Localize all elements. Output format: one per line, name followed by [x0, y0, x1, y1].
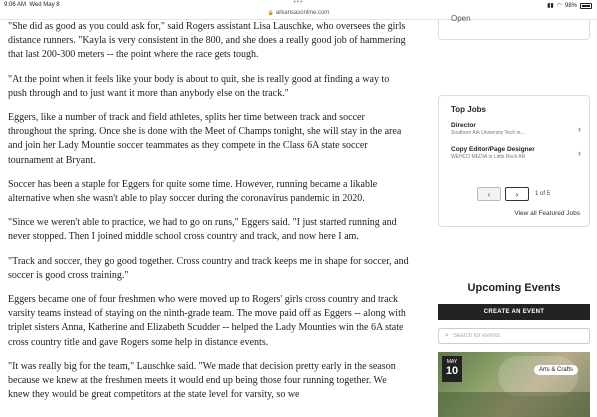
event-category-tag[interactable]: Arts & Crafts [534, 365, 578, 375]
top-jobs-widget [438, 95, 590, 227]
search-icon: ⌕ [445, 332, 449, 339]
view-all-jobs-link[interactable]: View all Featured Jobs [514, 210, 580, 217]
article-paragraph: Eggers became one of four freshmen who were moved up to Rogers' girls cross country and track varsity teams instead of staying on the ninth-grade team. The move paid off as Eggers -- along with triplet sisters Anna, Katherine and Elizabeth Scudder -- helped the Lady Mounties win the 6A state cross country title and gave Rogers some help in distance events. [8, 294, 406, 348]
jobs-pager [477, 187, 550, 201]
status-indicators [547, 2, 592, 9]
battery-icon [580, 3, 592, 9]
job-title: Director [451, 122, 476, 129]
battery-percent: 98% [564, 2, 577, 9]
event-search[interactable] [438, 328, 590, 344]
chevron-left-icon: ‹ [487, 189, 491, 199]
status-time: 9:06 AM Wed May 8 [4, 2, 60, 8]
wifi-icon: ◠ [556, 3, 562, 9]
previous-page-button[interactable] [477, 187, 501, 201]
article-paragraph: "Track and soccer, they go good together. Cross country and track keeps me in shape for soccer, and soccer is good cross training." [8, 255, 409, 281]
article-paragraph: "Since we weren't able to practice, we had to go on runs," Eggers said. "I just started running and never stopped. Then I joined middle school cross country and track, and now here I am. [8, 217, 397, 243]
address-bar[interactable] [0, 10, 597, 20]
create-event-button[interactable]: CREATE AN EVENT [438, 304, 590, 320]
article-body [8, 20, 410, 412]
event-image-shade [438, 392, 590, 417]
status-bar [0, 0, 597, 10]
article-paragraph: "At the point when it feels like your body is about to quit, she is really good at finding a way to push through and to just want it more than anybody else on the track." [8, 73, 390, 99]
open-link[interactable]: Open [451, 14, 471, 23]
featured-event-card[interactable] [438, 352, 590, 417]
top-jobs-title: Top Jobs [451, 105, 486, 114]
chevron-right-icon: › [578, 124, 581, 134]
event-image-highlight [498, 356, 578, 396]
page-indicator: 1 of 5 [535, 191, 551, 197]
article-paragraph: "It was really big for the team," Lauschke said. "We made that decision pretty early in the season because we knew at the freshmen meets it would end up being those four running together. We knew they would be great competitors at the state level for varsity, so we [8, 360, 396, 401]
event-day: 10 [445, 365, 459, 377]
lock-icon: 🔒 [267, 10, 274, 16]
job-listing[interactable] [451, 146, 581, 160]
job-employer: WEHCO MEDIA in Little Rock AR [451, 154, 526, 160]
upcoming-events-title: Upcoming Events [467, 282, 561, 294]
multitasking-dots[interactable]: ••• [293, 0, 304, 6]
event-date-badge [442, 356, 462, 382]
article-paragraph: "She did as good as you could ask for," said Rogers assistant Lisa Lauschke, who oversees the girls distance runners. "Kayla is very consistent in the 800, and she does a really good job of hammering that last 200-300 meters -- the point where the race gets tough. [8, 21, 406, 61]
job-title: Copy Editor/Page Designer [451, 146, 535, 153]
signal-icon: ▮▮ [547, 3, 554, 9]
chevron-right-icon: › [515, 189, 519, 199]
next-page-button[interactable] [505, 187, 529, 201]
battery-level [582, 5, 590, 7]
chevron-right-icon: › [578, 148, 581, 158]
article-paragraph: Eggers, like a number of track and field athletes, splits her time between track and soccer throughout the spring. Once she is done with the Meet of Champs tonight, she will stay in the area and join her Lady Mountie soccer teammates as they compete in the Class 6A state soccer tournament at Bryant. [8, 112, 402, 166]
event-search-input[interactable] [453, 333, 583, 339]
event-month: MAY [446, 359, 458, 365]
url-text: arkansasonline.com [275, 10, 330, 16]
job-listing[interactable] [451, 122, 581, 136]
job-employer: Southern Ark University Tech in... [451, 130, 525, 136]
article-paragraph: Soccer has been a staple for Eggers for quite some time. However, running became a likable alternative when she wasn't able to play soccer during the coronavirus pandemic in 2020. [8, 178, 378, 205]
sidebar-top-widget [438, 14, 590, 40]
